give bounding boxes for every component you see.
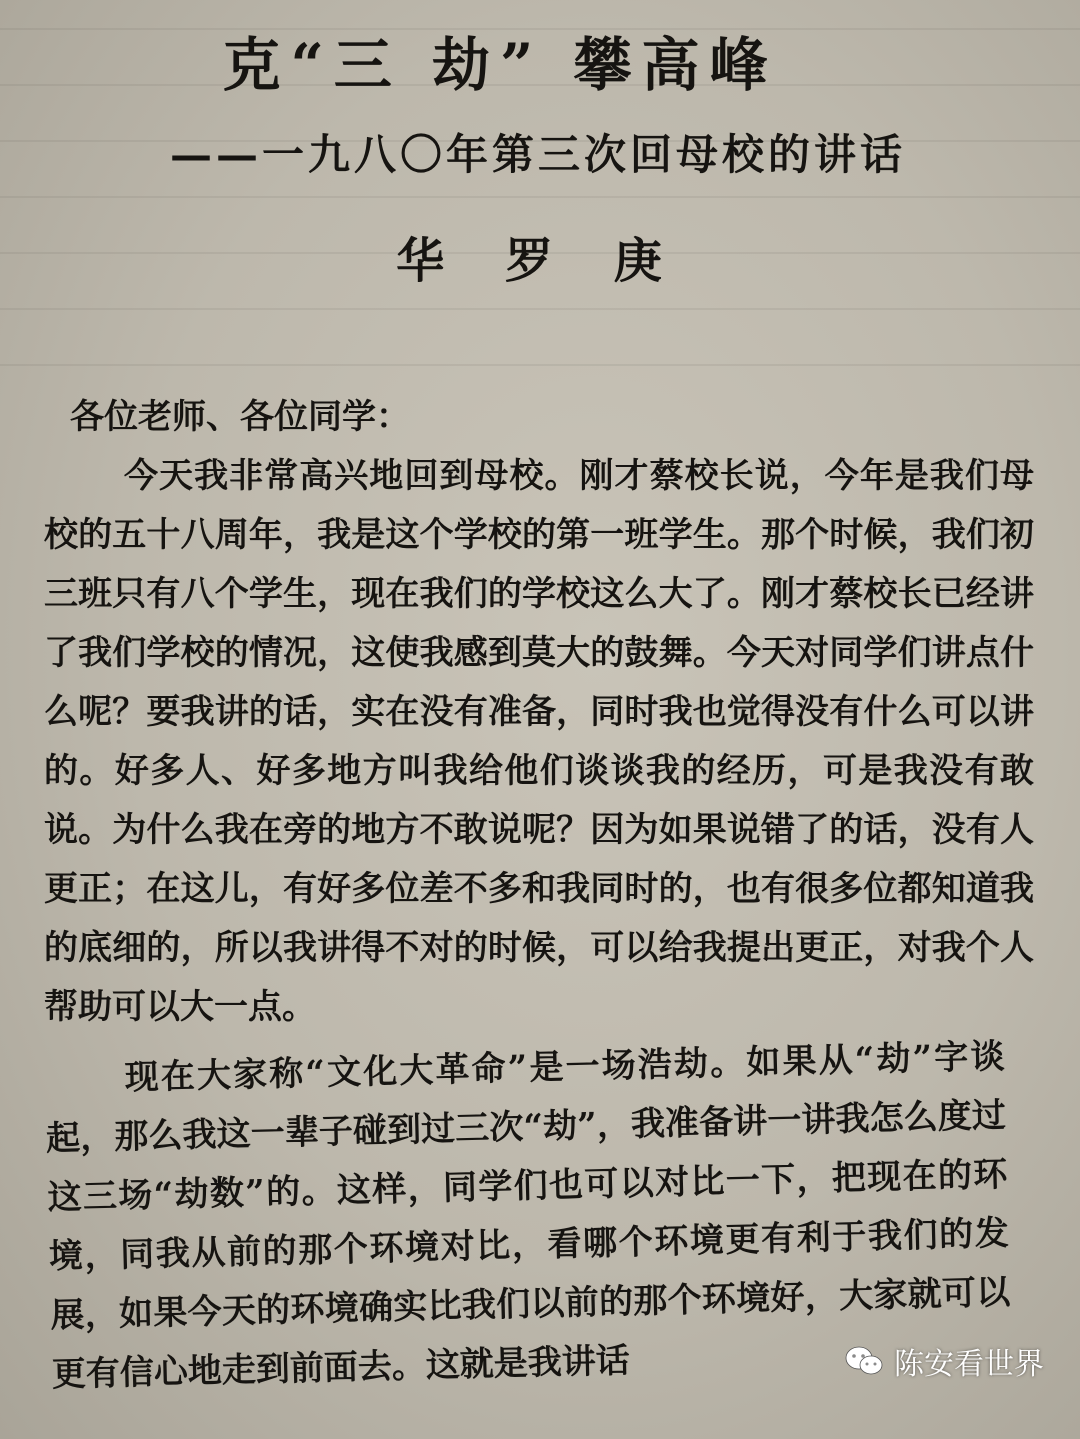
article-subtitle: ——一九八〇年第三次回母校的讲话 (170, 130, 907, 179)
paragraph-2: 现在大家称“文化大革命”是一场浩劫。如果从“劫”字谈起，那么我这一辈子碰到过三次“劫”，我准备讲一讲我怎么度过这三场“劫数”的。这样，同学们也可以对比一下，把现在的环境，同我从前的那个环境对比，看哪个环境更有利于我们的发展，如果今天的环境确实比我们以前的那个环境好，大家就可以更有信心地走到前面去。这就是我讲话 (45, 1036, 1011, 1395)
watermark-text: 陈安看世界 (894, 1347, 1044, 1382)
article-title: 克“三 劫” 攀高峰 (222, 31, 778, 99)
wechat-icon (844, 1345, 884, 1377)
watermark (844, 1339, 1044, 1383)
paragraph-1: 今天我非常高兴地回到母校。刚才蔡校长说，今年是我们母校的五十八周年，我是这个学校的第一班学生。那个时候，我们初三班只有八个学生，现在我们的学校这么大了。刚才蔡校长已经讲了我们学校的情况，这使我感到莫大的鼓舞。今天对同学们讲点什么呢？要我讲的话，实在没有准备，同时我也觉得没有什么可以讲的。好多人、好多地方叫我给他们谈谈我的经历，可是我没有敢说。为什么我在旁的地方不敢说呢？因为如果说错了的话，没有人更正；在这儿，有好多位差不多和我同时的，也有很多位都知道我的底细的，所以我讲得不对的时候，可以给我提出更正，对我个人帮助可以大一点。 (44, 456, 1034, 1027)
article-body (44, 388, 1034, 1405)
salutation: 各位老师、各位同学： (70, 397, 410, 437)
author-name: 华 罗 庚 (396, 233, 684, 289)
